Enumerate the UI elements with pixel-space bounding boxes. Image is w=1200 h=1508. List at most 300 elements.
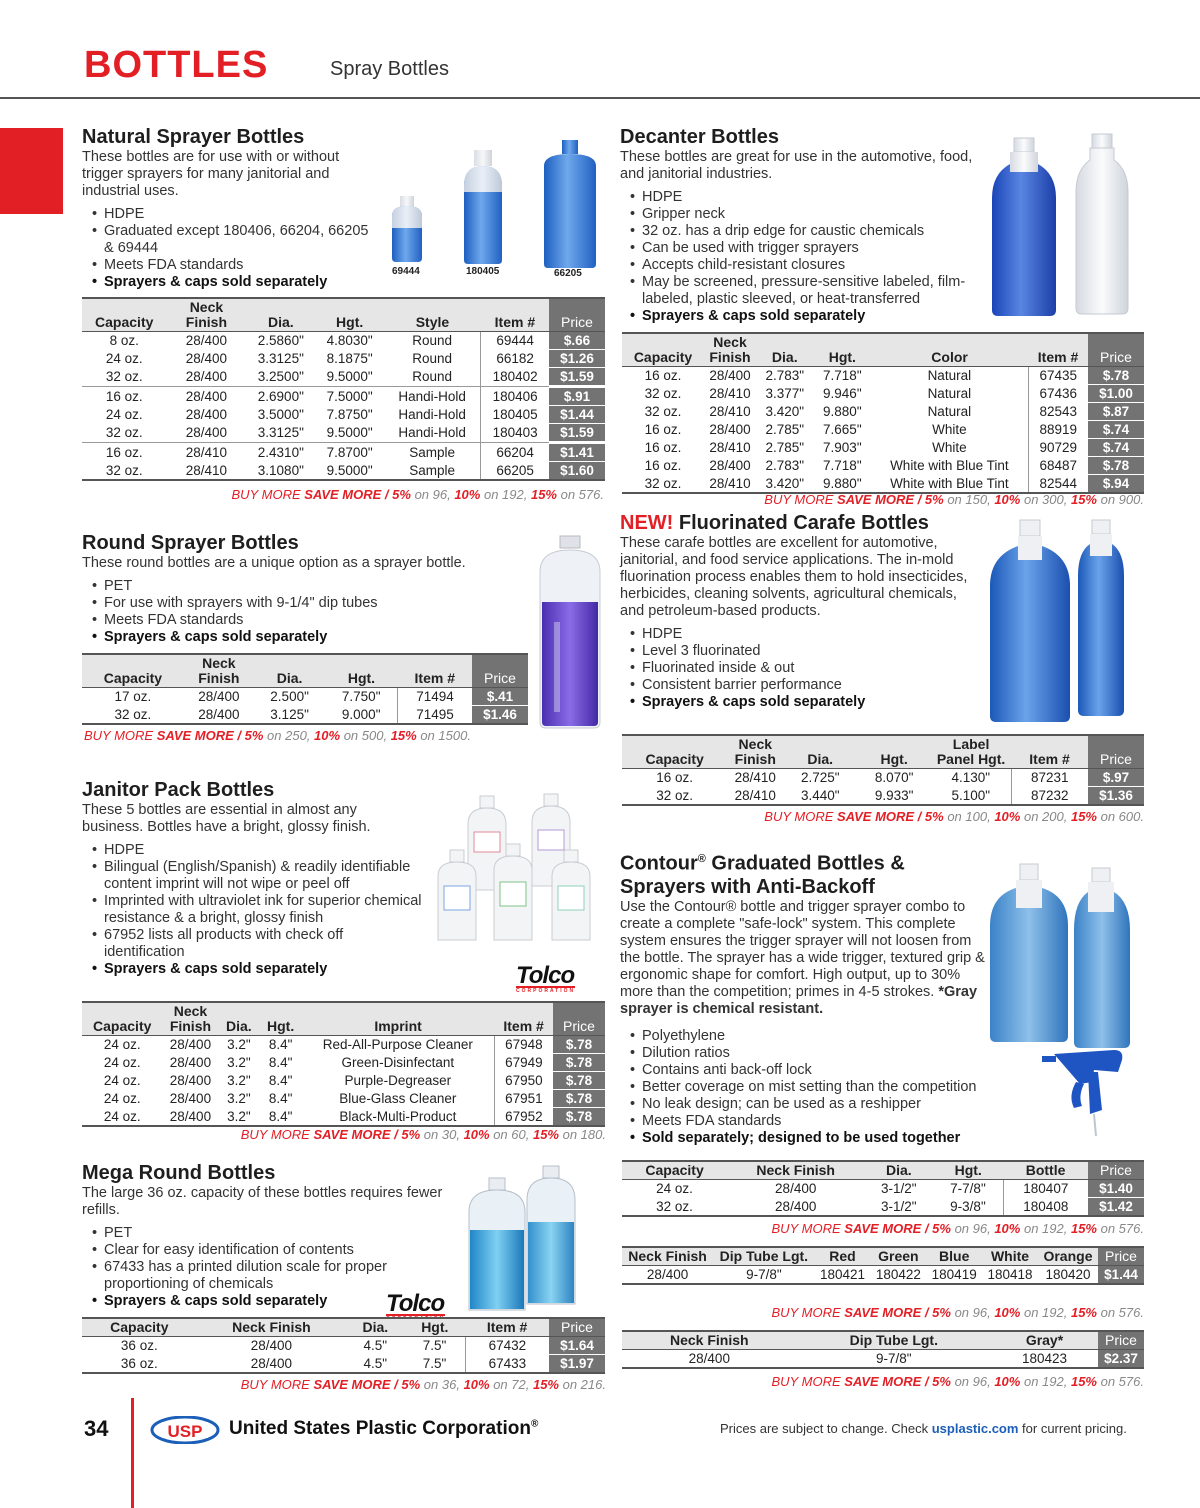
- price-cell: $.78: [553, 1036, 605, 1054]
- price-cell: $1.44: [1098, 1266, 1144, 1285]
- bullet: • Sprayers & caps sold separately: [82, 274, 382, 291]
- table-cell: 32 oz.: [656, 787, 694, 803]
- tolco-logo: Tolco CORPORATION: [516, 962, 576, 994]
- column-header: Neck Finish: [184, 654, 254, 688]
- table-cell: Red-All-Purpose Cleaner: [302, 1036, 494, 1054]
- table-cell: 66205: [481, 462, 549, 481]
- table-cell: 3.420": [765, 475, 805, 491]
- table-cell: 180407: [1003, 1180, 1088, 1198]
- column-header: Red: [815, 1247, 871, 1266]
- table-cell: 180419: [926, 1266, 982, 1285]
- column-header: Price: [549, 298, 605, 332]
- table-cell: 28/400: [709, 458, 751, 473]
- table-cell: White with Blue Tint: [890, 475, 1009, 491]
- table-cell: 24 oz.: [82, 1036, 162, 1054]
- column-header: Style: [384, 298, 481, 332]
- bullet: • Fluorinated inside & out: [620, 660, 990, 677]
- price-cell: $.78: [1088, 367, 1144, 385]
- price-cell: $1.59: [549, 368, 605, 387]
- table-cell: 28/400: [166, 332, 246, 350]
- column-header: Hgt.: [857, 735, 931, 769]
- table-cell: 71494: [398, 688, 472, 706]
- column-header: Item #: [481, 298, 549, 332]
- price-cell: $1.40: [1088, 1180, 1144, 1198]
- table-cell: 5.100": [951, 787, 991, 803]
- website-link[interactable]: usplastic.com: [931, 1421, 1019, 1436]
- column-header: Hgt.: [814, 333, 872, 367]
- column-header: Dia.: [346, 1318, 404, 1337]
- table-cell: 2.783": [765, 458, 805, 473]
- table-cell: 67435: [1028, 367, 1088, 385]
- table-cell: 3.3125": [257, 351, 304, 366]
- bullet: • 67433 has a printed dilution scale for proper proportioning of chemicals: [82, 1259, 452, 1293]
- column-header: Item #: [398, 654, 472, 688]
- bullet: • PET: [82, 1225, 452, 1242]
- header-divider: [0, 97, 1200, 99]
- table-cell: 180406: [481, 387, 549, 406]
- table-cell: 32 oz.: [644, 386, 682, 401]
- table-cell: 28/400: [184, 688, 254, 706]
- table-cell: 28/400: [709, 422, 751, 437]
- table-cell: 28/410: [166, 443, 246, 462]
- image-label: 69444: [392, 266, 420, 277]
- table-cell: 8.4": [268, 1091, 293, 1106]
- table-cell: 28/400: [185, 351, 228, 366]
- table-cell: 3.2": [227, 1091, 251, 1106]
- table-cell: 3.440": [800, 787, 840, 803]
- table-cell: 16 oz.: [644, 440, 682, 455]
- table-cell: 180423: [991, 1350, 1098, 1369]
- contour-desc: Use the Contour® bottle and trigger sprayer combo to create a complete "safe-lock" system. This complete system ensures the trigger sprayer will not loosen from the bottle. The sprayer has a wide trigger, textured grip & ergonomic shape for comfort. High output, up to 30% more than the competition; primes in 4-5 strokes. *Gray sprayer is chemical resistant.: [620, 898, 985, 1017]
- janitor-bottles-image: [432, 790, 612, 950]
- table-cell: 32 oz.: [644, 475, 682, 491]
- table-cell: 16 oz.: [644, 458, 682, 473]
- table-cell: 24 oz.: [105, 407, 143, 422]
- table-row: [82, 688, 528, 706]
- table-cell: 7-7/8": [933, 1180, 1003, 1198]
- bullet: • HDPE: [82, 206, 382, 223]
- table-row: [82, 1355, 605, 1374]
- table-cell: 67950: [494, 1072, 553, 1090]
- table-cell: Handi-Hold: [398, 407, 466, 422]
- price-cell: $.78: [1088, 457, 1144, 475]
- table-cell: 3.377": [765, 386, 805, 401]
- fluor-buy-more: BUY MORE SAVE MORE / 5% on 100, 10% on 200, 15% on 600.: [764, 809, 1144, 824]
- column-header: Price: [1088, 333, 1144, 367]
- table-cell: 28/410: [734, 787, 776, 803]
- round-section: [82, 532, 522, 646]
- janitor-table: [82, 1001, 605, 1127]
- natural-bullets: [82, 206, 382, 291]
- contour-section: [620, 848, 1000, 1147]
- table-cell: 90729: [1028, 439, 1088, 457]
- table-cell: 7.5000": [315, 387, 384, 406]
- column-header: Dia.: [864, 1161, 933, 1180]
- column-header: Neck Finish: [704, 333, 756, 367]
- company-name: United States Plastic Corporation®: [229, 1418, 539, 1439]
- table-cell: Round: [412, 351, 453, 366]
- bullet: • Better coverage on mist setting than the competition: [620, 1079, 1000, 1096]
- table-cell: Natural: [927, 386, 972, 401]
- table-cell: 180408: [1003, 1198, 1088, 1217]
- column-header: Neck Finish: [622, 1331, 797, 1350]
- price-cell: $.87: [1088, 403, 1144, 421]
- bullet: • Clear for easy identification of contents: [82, 1242, 452, 1259]
- table-cell: 28/400: [169, 1073, 212, 1088]
- table-row: [622, 439, 1144, 457]
- bullet: • Sprayers & caps sold separately: [82, 629, 522, 646]
- table-cell: 7.903": [823, 440, 862, 455]
- table-cell: Black-Multi-Product: [339, 1108, 457, 1124]
- natural-bottles-image: [386, 136, 606, 276]
- column-header: Item #: [1028, 333, 1088, 367]
- price-cell: $.41: [472, 688, 528, 706]
- mega-desc: The large 36 oz. capacity of these bottles requires fewer refills.: [82, 1185, 443, 1218]
- table-cell: 3.2": [227, 1055, 251, 1070]
- table-row: [82, 368, 605, 387]
- table-cell: 7.665": [823, 422, 862, 437]
- table-cell: 67948: [494, 1036, 553, 1054]
- fluor-table: [622, 734, 1144, 806]
- table-cell: 180420: [1038, 1266, 1098, 1285]
- column-header: Hgt.: [933, 1161, 1003, 1180]
- table-cell: 67951: [494, 1090, 553, 1108]
- table-row: [82, 332, 605, 350]
- contour-gray-table: [622, 1330, 1144, 1369]
- round-desc: These round bottles are a unique option as a sprayer bottle.: [82, 555, 466, 571]
- column-header: Price: [1098, 1331, 1144, 1350]
- page-subtitle: Spray Bottles: [330, 58, 449, 80]
- table-cell: 3.2": [227, 1073, 251, 1088]
- table-cell: 28/410: [709, 475, 751, 491]
- table-cell: Sample: [409, 462, 456, 478]
- column-header: Dia.: [246, 298, 315, 332]
- table-cell: 32 oz.: [644, 404, 682, 419]
- image-label: 66205: [554, 268, 582, 279]
- table-cell: 2.725": [783, 769, 857, 787]
- table-cell: 16 oz.: [644, 422, 682, 437]
- column-header: Orange: [1038, 1247, 1098, 1266]
- table-cell: 24 oz.: [103, 1073, 141, 1088]
- table-cell: 2.6900": [246, 387, 315, 406]
- round-bottle-image: [530, 532, 610, 732]
- column-header: Gray*: [991, 1331, 1098, 1350]
- column-header: Hgt.: [259, 1002, 302, 1036]
- table-cell: 88919: [1028, 421, 1088, 439]
- table-cell: 28/400: [169, 1091, 212, 1106]
- bullet: • Sprayers & caps sold separately: [620, 308, 990, 325]
- column-header: Green: [870, 1247, 926, 1266]
- tolco-logo: Tolco: [386, 1290, 445, 1322]
- table-cell: Blue-Glass Cleaner: [339, 1091, 457, 1106]
- price-cell: $1.46: [472, 706, 528, 725]
- price-cell: $.78: [553, 1090, 605, 1108]
- table-cell: 24 oz.: [103, 1091, 141, 1106]
- bullet: • For use with sprayers with 9-1/4" dip tubes: [82, 595, 522, 612]
- table-cell: 180405: [481, 406, 549, 424]
- bullet: • Meets FDA standards: [620, 1113, 1000, 1130]
- bullet: • Level 3 fluorinated: [620, 643, 990, 660]
- table-cell: 32 oz.: [114, 706, 152, 722]
- table-cell: 32 oz.: [105, 425, 143, 441]
- column-header: Capacity: [622, 1161, 727, 1180]
- decanter-table: [622, 332, 1144, 494]
- table-cell: 3.1080": [257, 462, 304, 478]
- table-cell: 16 oz.: [82, 387, 166, 406]
- table-cell: 3-1/2": [881, 1198, 917, 1214]
- contour-bottle-table: [622, 1160, 1144, 1217]
- price-cell: $.97: [1088, 769, 1144, 787]
- table-cell: 180418: [982, 1266, 1038, 1285]
- table-row: [82, 1108, 605, 1127]
- price-cell: $1.00: [1088, 385, 1144, 403]
- column-header: Dia.: [218, 1002, 259, 1036]
- column-header: Dia.: [254, 654, 325, 688]
- bullet: • HDPE: [620, 626, 990, 643]
- column-header: Color: [871, 333, 1028, 367]
- column-header: Capacity: [82, 298, 166, 332]
- fluor-bottles-image: [984, 516, 1144, 726]
- column-header: Price: [1098, 1247, 1144, 1266]
- table-cell: 8.4": [268, 1055, 293, 1070]
- table-cell: Sample: [384, 443, 481, 462]
- table-cell: 2.785": [765, 440, 805, 455]
- fluor-desc: These carafe bottles are excellent for automotive, janitorial, and food service applications. The in-mold fluorination process enables them to hold insecticides, herbicides, cleaning solvents, agricultural chemicals, and petroleum-based products.: [620, 535, 968, 619]
- bullet: • Sprayers & caps sold separately: [620, 694, 990, 711]
- price-cell: $1.44: [549, 406, 605, 424]
- contour-bottle-buy-more: BUY MORE SAVE MORE / 5% on 96, 10% on 192, 15% on 576.: [771, 1221, 1144, 1236]
- contour-title: Contour® Graduated Bottles & Sprayers with Anti-Backoff: [620, 852, 905, 898]
- table-row: [82, 424, 605, 443]
- table-row: [622, 1350, 1144, 1369]
- price-cell: $2.37: [1098, 1350, 1144, 1369]
- table-row: [82, 706, 528, 725]
- table-cell: 67433: [465, 1355, 549, 1374]
- column-header: Bottle: [1003, 1161, 1088, 1180]
- bullet: • Accepts child-resistant closures: [620, 257, 990, 274]
- janitor-title: Janitor Pack Bottles: [82, 779, 275, 801]
- janitor-desc: These 5 bottles are essential in almost any business. Bottles have a bright, glossy finish.: [82, 802, 371, 835]
- contour-sprayer-buy-more: BUY MORE SAVE MORE / 5% on 96, 10% on 192, 15% on 576.: [771, 1305, 1144, 1320]
- usp-logo: [150, 1416, 220, 1444]
- table-cell: 9.5000": [326, 462, 373, 478]
- table-cell: 4.5": [363, 1355, 388, 1371]
- bullet: • Bilingual (English/Spanish) & readily identifiable content imprint will not wipe or peel off: [82, 859, 422, 893]
- fluor-title: NEW! Fluorinated Carafe Bottles: [620, 512, 929, 534]
- bullet: • Contains anti back-off lock: [620, 1062, 1000, 1079]
- bullet: • 67952 lists all products with check off identification: [82, 927, 422, 961]
- price-cell: $1.41: [549, 443, 605, 462]
- table-row: [82, 443, 605, 462]
- column-header: Blue: [926, 1247, 982, 1266]
- table-cell: 28/400: [166, 387, 246, 406]
- table-cell: 2.783": [756, 367, 814, 385]
- table-cell: 180421: [815, 1266, 871, 1285]
- bullet: • Sprayers & caps sold separately: [82, 1293, 452, 1310]
- bullet: • Imprinted with ultraviolet ink for superior chemical resistance & a bright, glossy finish: [82, 893, 422, 927]
- natural-table: [82, 297, 605, 481]
- mega-buy-more: BUY MORE SAVE MORE / 5% on 36, 10% on 72, 15% on 216.: [240, 1377, 606, 1392]
- table-cell: 9-7/8": [713, 1266, 814, 1285]
- bullet: • Gripper neck: [620, 206, 990, 223]
- table-cell: Handi-Hold: [398, 425, 466, 441]
- bullet: • PET: [82, 578, 522, 595]
- table-cell: Green-Disinfectant: [341, 1055, 455, 1070]
- table-cell: 28/400: [727, 1180, 864, 1198]
- pricing-note: Prices are subject to change. Check usplastic.com for current pricing.: [720, 1421, 1127, 1436]
- price-cell: $1.26: [549, 350, 605, 368]
- janitor-buy-more: BUY MORE SAVE MORE / 5% on 30, 10% on 60, 15% on 180.: [240, 1127, 606, 1142]
- table-cell: 9.933": [874, 787, 914, 803]
- table-cell: 16 oz.: [622, 367, 704, 385]
- table-row: [622, 787, 1144, 806]
- column-header: Dia.: [756, 333, 814, 367]
- bullet: • HDPE: [620, 189, 990, 206]
- table-row: [82, 387, 605, 406]
- column-header: Hgt.: [325, 654, 397, 688]
- table-cell: White: [932, 422, 967, 437]
- table-cell: 3.2": [227, 1108, 251, 1124]
- price-cell: $.74: [1088, 439, 1144, 457]
- table-cell: 67952: [494, 1108, 553, 1127]
- table-cell: Round: [384, 332, 481, 350]
- table-cell: 7.8700": [315, 443, 384, 462]
- table-cell: 180422: [870, 1266, 926, 1285]
- table-cell: 9.880": [823, 475, 862, 491]
- column-header: Capacity: [622, 333, 704, 367]
- round-buy-more: BUY MORE SAVE MORE / 5% on 250, 10% on 500, 15% on 1500.: [84, 728, 471, 743]
- column-header: Hgt.: [315, 298, 384, 332]
- table-cell: 9.000": [341, 706, 381, 722]
- table-cell: 67436: [1028, 385, 1088, 403]
- column-header: Label Panel Hgt.: [931, 735, 1011, 769]
- contour-sprayer-table: [622, 1246, 1144, 1285]
- table-row: [622, 475, 1144, 494]
- janitor-section: [82, 779, 422, 978]
- table-cell: 28/400: [197, 1337, 347, 1355]
- round-table: [82, 653, 528, 725]
- page-number: 34: [84, 1416, 109, 1441]
- table-cell: 8.1875": [326, 351, 373, 366]
- price-cell: $.91: [549, 387, 605, 406]
- table-row: [622, 403, 1144, 421]
- table-cell: 2.785": [765, 422, 805, 437]
- bullet: • HDPE: [82, 842, 422, 859]
- table-cell: 69444: [481, 332, 549, 350]
- page-title: BOTTLES: [84, 44, 269, 86]
- fluor-section: [620, 512, 990, 711]
- table-cell: Natural: [871, 367, 1028, 385]
- mega-title: Mega Round Bottles: [82, 1162, 276, 1184]
- bullet: • 32 oz. has a drip edge for caustic chemicals: [620, 223, 990, 240]
- bullet: • Polyethylene: [620, 1028, 1000, 1045]
- contour-bottles-image: [984, 860, 1144, 1140]
- table-cell: 180402: [481, 368, 549, 387]
- column-header: Item #: [494, 1002, 553, 1036]
- table-row: [622, 1266, 1144, 1285]
- table-cell: 24 oz.: [103, 1108, 141, 1124]
- table-cell: 28/400: [250, 1355, 293, 1371]
- table-cell: 32 oz.: [105, 369, 143, 385]
- table-row: [622, 1180, 1144, 1198]
- table-row: [82, 1337, 605, 1355]
- table-cell: 28/400: [185, 369, 228, 385]
- table-row: [82, 406, 605, 424]
- footer-divider: [131, 1398, 134, 1508]
- column-header: Dip Tube Lgt.: [797, 1331, 991, 1350]
- table-cell: 180403: [481, 424, 549, 443]
- table-cell: 7.5": [404, 1337, 465, 1355]
- table-cell: 28/400: [622, 1350, 797, 1369]
- table-cell: 87232: [1011, 787, 1088, 806]
- table-cell: 24 oz.: [105, 351, 143, 366]
- price-cell: $1.60: [549, 462, 605, 481]
- table-cell: 7.718": [823, 458, 862, 473]
- table-cell: 7.5": [422, 1355, 447, 1371]
- bullet: • Graduated except 180406, 66204, 66205 & 69444: [82, 223, 382, 257]
- table-cell: 67949: [494, 1054, 553, 1072]
- column-header: Price: [549, 1318, 605, 1337]
- table-cell: 8.4": [268, 1073, 293, 1088]
- column-header: Item #: [465, 1318, 549, 1337]
- table-cell: 28/400: [169, 1055, 212, 1070]
- table-cell: 68487: [1028, 457, 1088, 475]
- price-cell: $1.36: [1088, 787, 1144, 806]
- table-cell: 28/410: [709, 404, 751, 419]
- column-header: Capacity: [82, 1002, 162, 1036]
- column-header: Neck Finish: [162, 1002, 218, 1036]
- price-cell: $.78: [553, 1072, 605, 1090]
- table-row: [622, 1198, 1144, 1217]
- table-cell: 28/410: [709, 440, 751, 455]
- decanter-title: Decanter Bottles: [620, 126, 779, 148]
- table-cell: 28/400: [162, 1036, 218, 1054]
- natural-desc: These bottles are for use with or without trigger sprayers for many janitorial and industrial uses.: [82, 149, 340, 199]
- table-cell: 3.2": [218, 1036, 259, 1054]
- table-cell: 36 oz.: [82, 1337, 197, 1355]
- table-cell: 9.5000": [326, 369, 373, 385]
- table-cell: 28/400: [704, 367, 756, 385]
- decanter-buy-more: BUY MORE SAVE MORE / 5% on 150, 10% on 300, 15% on 900.: [764, 492, 1144, 507]
- column-header: White: [982, 1247, 1038, 1266]
- price-cell: $1.64: [549, 1337, 605, 1355]
- table-cell: 66182: [481, 350, 549, 368]
- table-cell: 32 oz.: [105, 462, 143, 478]
- table-cell: 3.420": [765, 404, 805, 419]
- table-cell: 28/410: [727, 769, 783, 787]
- decanter-bottles-image: [986, 132, 1146, 322]
- table-cell: 28/400: [185, 425, 228, 441]
- natural-buy-more: BUY MORE SAVE MORE / 5% on 96, 10% on 192, 15% on 576.: [231, 487, 604, 502]
- table-row: [82, 462, 605, 481]
- column-header: Price: [1088, 1161, 1144, 1180]
- decanter-desc: These bottles are great for use in the automotive, food, and janitorial industries.: [620, 149, 973, 182]
- column-header: Price: [553, 1002, 605, 1036]
- table-cell: 4.5": [346, 1337, 404, 1355]
- table-cell: 4.8030": [315, 332, 384, 350]
- table-cell: 4.130": [931, 769, 1011, 787]
- column-header: Capacity: [82, 654, 184, 688]
- table-cell: 9-3/8": [950, 1198, 986, 1214]
- column-header: Capacity: [82, 1318, 197, 1337]
- column-header: Price: [472, 654, 528, 688]
- table-cell: 9.5000": [326, 425, 373, 441]
- bullet: • May be screened, pressure-sensitive labeled, film-labeled, plastic sleeved, or heat-transferred: [620, 274, 990, 308]
- table-cell: 9-7/8": [797, 1350, 991, 1369]
- table-cell: Natural: [927, 404, 972, 419]
- table-cell: 2.4310": [246, 443, 315, 462]
- decanter-section: [620, 126, 990, 325]
